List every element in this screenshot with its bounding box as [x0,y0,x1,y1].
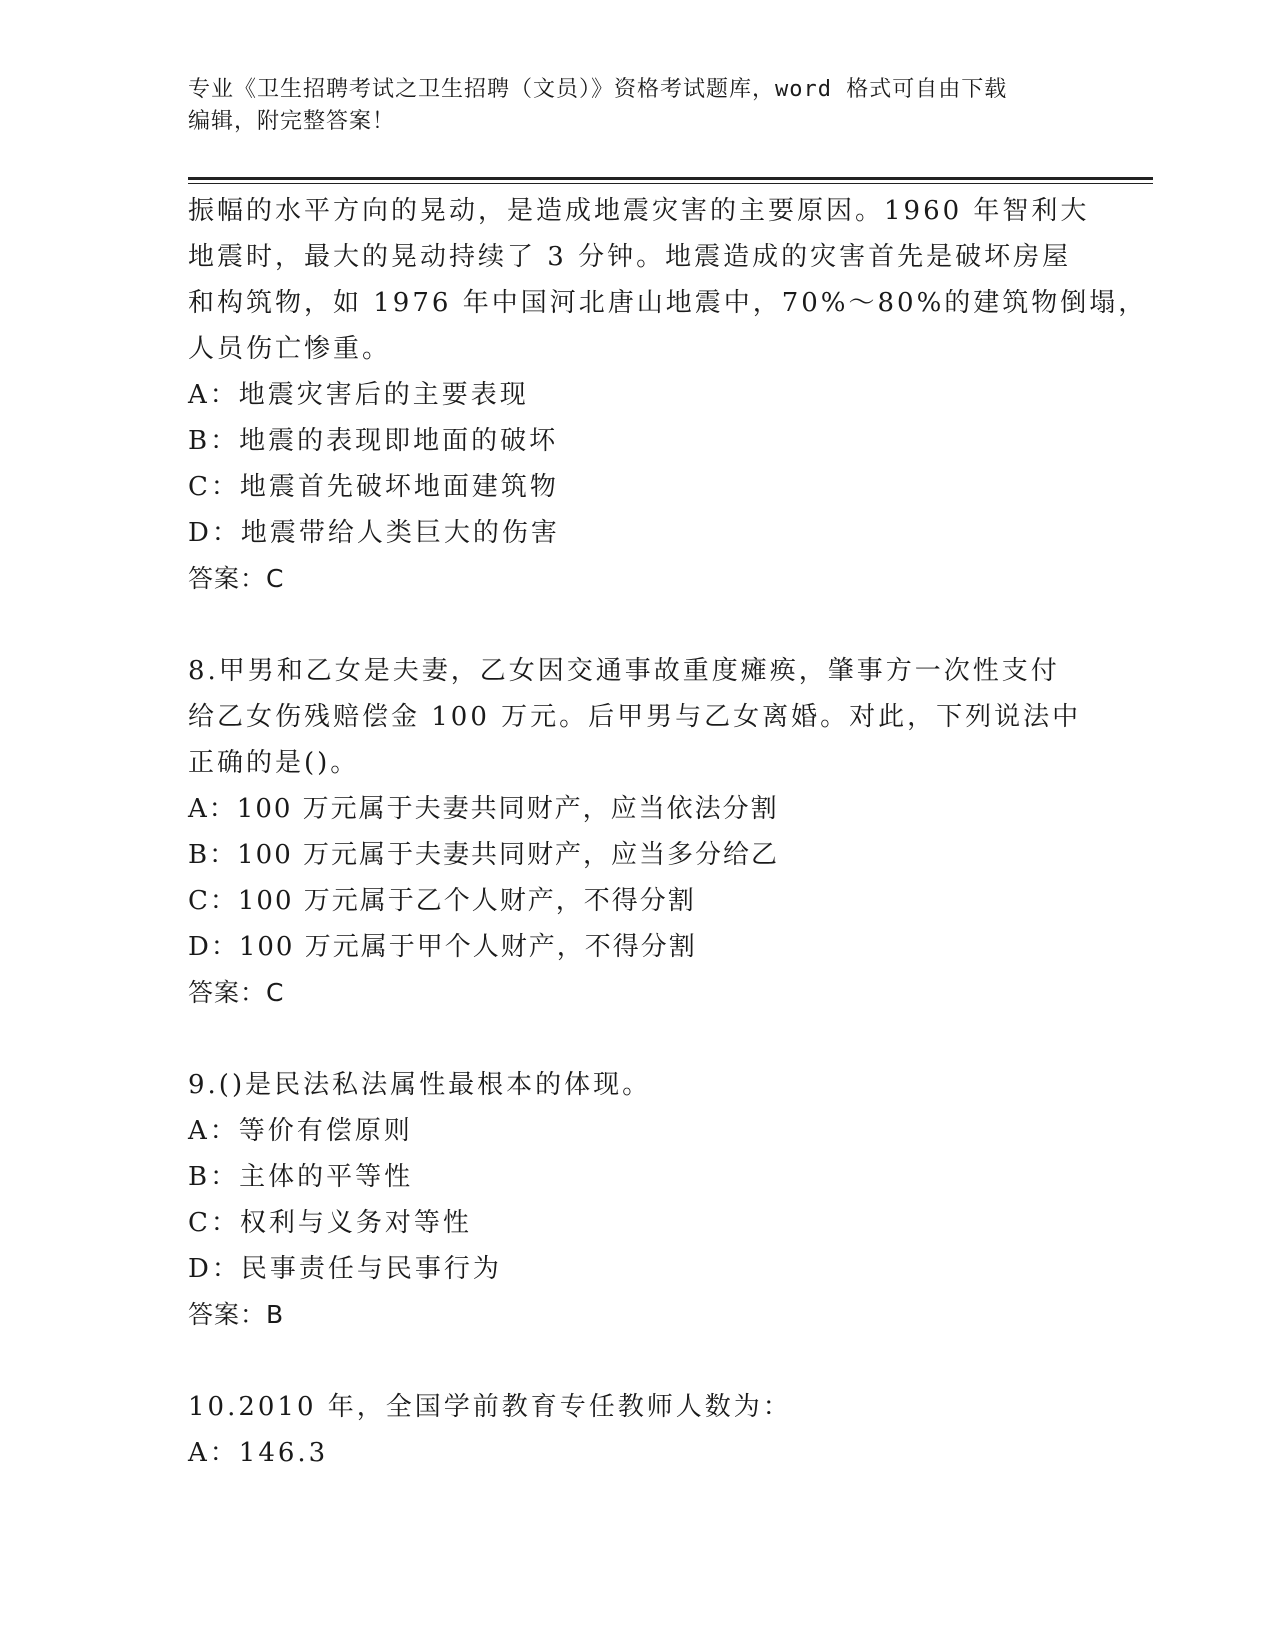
spacer [188,1016,1068,1062]
option-a: A：等价有偿原则 [188,1116,413,1146]
option-d: D：100 万元属于甲个人财产，不得分割 [188,932,697,962]
option-d: D：民事责任与民事行为 [188,1254,502,1284]
option-a: A：100 万元属于夫妻共同财产，应当依法分割 [188,794,779,824]
option-c: C：地震首先破坏地面建筑物 [188,472,559,502]
document-header [188,74,1088,138]
question-text-line: 10.2010 年，全国学前教育专任教师人数为： [188,1392,792,1422]
answer-label: 答案：B [188,1300,285,1329]
option-d: D：地震带给人类巨大的伤害 [188,518,560,548]
option-c: C：权利与义务对等性 [188,1208,472,1238]
option-a: A：146.3 [188,1438,329,1468]
option-b: B：100 万元属于夫妻共同财产，应当多分给乙 [188,840,779,870]
document-body [188,188,1148,1476]
spacer [188,1338,1068,1384]
option-b: B：主体的平等性 [188,1162,414,1192]
question-text-line: 和构筑物，如 1976 年中国河北唐山地震中，70%～80%的建筑物倒塌， [188,288,1148,318]
question-text-line: 9.()是民法私法属性最根本的体现。 [188,1070,652,1100]
header-divider-thin [188,183,1153,184]
question-text-line: 正确的是()。 [188,748,360,778]
header-title-line-1: 专业《卫生招聘考试之卫生招聘（文员）》资格考试题库，word 格式可自由下载 [188,77,1008,102]
question-7-continuation [188,188,1148,602]
header-title-line-2: 编辑，附完整答案！ [188,109,396,134]
answer-label: 答案：C [188,564,285,593]
question-8 [188,648,1082,1016]
option-b: B：地震的表现即地面的破坏 [188,426,559,456]
header-divider-thick [188,177,1153,180]
question-10 [188,1384,1068,1476]
option-c: C：100 万元属于乙个人财产，不得分割 [188,886,696,916]
option-a: A：地震灾害后的主要表现 [188,380,529,410]
question-text-line: 给乙女伤残赔偿金 100 万元。后甲男与乙女离婚。对此，下列说法中 [188,702,1082,732]
question-text-line: 地震时，最大的晃动持续了 3 分钟。地震造成的灾害首先是破坏房屋 [188,242,1072,272]
question-9 [188,1062,1068,1338]
question-text-line: 振幅的水平方向的晃动，是造成地震灾害的主要原因。1960 年智利大 [188,196,1090,226]
spacer [188,602,1068,648]
question-text-line: 8.甲男和乙女是夫妻，乙女因交通事故重度瘫痪，肇事方一次性支付 [188,656,1060,686]
answer-label: 答案：C [188,978,285,1007]
question-text-line: 人员伤亡惨重。 [188,334,392,364]
